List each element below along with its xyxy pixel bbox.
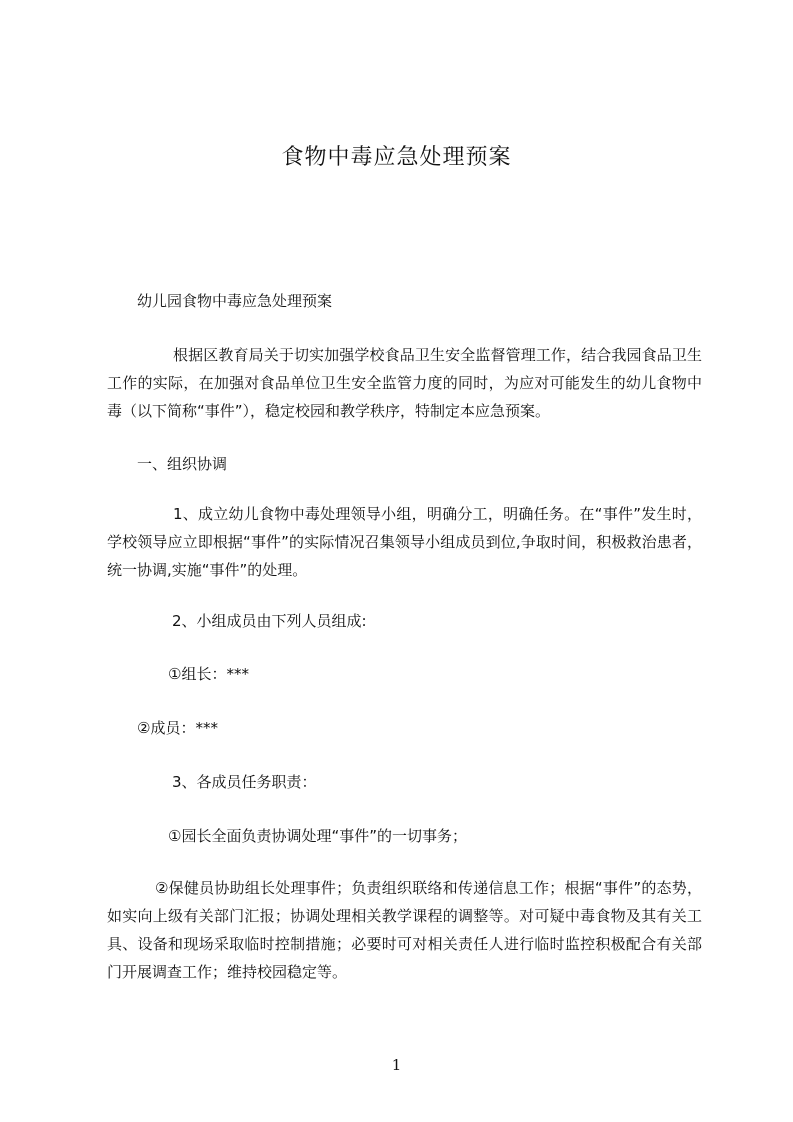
document-subtitle: 幼儿园食物中毒应急处理预案	[137, 292, 333, 310]
duty-1-line: ①园长全面负责协调处理“事件”的一切事务；	[168, 827, 467, 845]
intro-paragraph: 根据区教育局关于切实加强学校食品卫生安全监督管理工作，结合我园食品卫生工作的实际，在加强对食品单位卫生安全监管力度的同时，为应对可能发生的幼儿食物中毒（以下简称“事件”），稳定校园和教学秩序，特制定本应急预案。	[107, 346, 702, 420]
section-heading-organization: 一、组织协调	[137, 455, 228, 473]
leader-line: ①组长：***	[168, 665, 249, 683]
duty-2-paragraph: ②保健员协助组长处理事件；负责组织联络和传递信息工作；根据“事件”的态势，如实向上级有关部门汇报；协调处理相关教学课程的调整等。对可疑中毒食物及其有关工具、设备和现场采取临时控制措施；必要时可对相关责任人进行临时监控积极配合有关部门开展调查工作；维持校园稳定等。	[107, 879, 702, 981]
members-line: ②成员：***	[137, 719, 218, 737]
item-1-paragraph: 1、成立幼儿食物中毒处理领导小组，明确分工，明确任务。在“事件”发生时，学校领导应立即根据“事件”的实际情况召集领导小组成员到位,争取时间，积极救治患者，统一协调,实施“事件”的处理。	[107, 505, 702, 579]
page-number: 1	[391, 1056, 402, 1074]
document-title: 食物中毒应急处理预案	[281, 145, 512, 170]
item-2-line: 2、小组成员由下列人员组成:	[172, 612, 367, 630]
item-3-line: 3、各成员任务职责：	[172, 773, 317, 791]
